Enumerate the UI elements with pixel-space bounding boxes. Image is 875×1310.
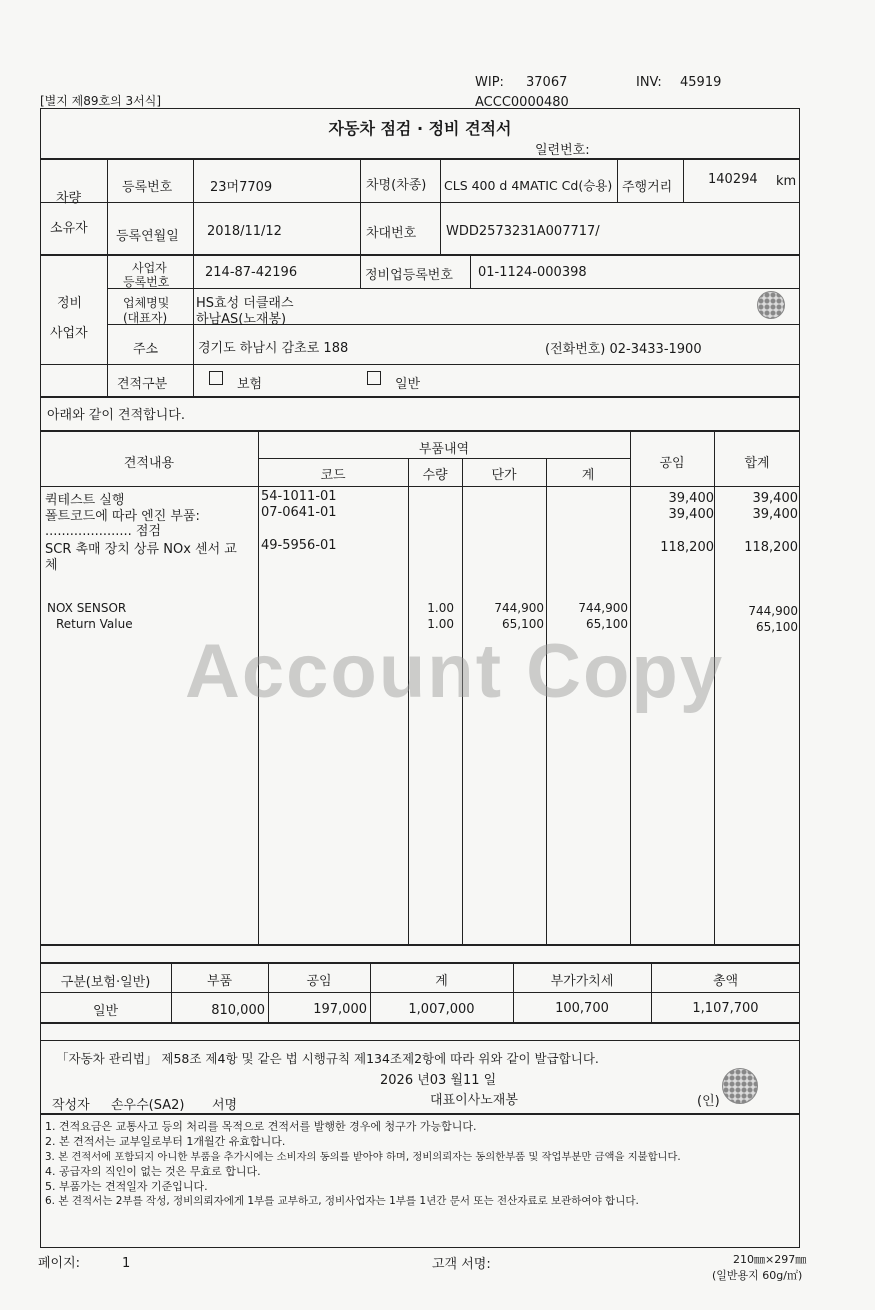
summary-labor: 197,000 bbox=[313, 1002, 367, 1017]
address: 경기도 하남시 감초로 188 bbox=[198, 341, 349, 356]
summary-header-sum: 계 bbox=[435, 974, 448, 989]
car-name: CLS 400 d 4MATIC Cd(승용) bbox=[444, 178, 613, 193]
summary-header-type: 구분(보험·일반) bbox=[60, 975, 151, 990]
table-row-sum: 65,100 bbox=[586, 617, 628, 631]
company-branch: 하남AS(노재봉) bbox=[196, 312, 287, 327]
inv-label: INV: bbox=[636, 75, 662, 90]
table-row-labor: 39,400 bbox=[668, 491, 714, 506]
document-title: 자동차 점검 · 정비 견적서 bbox=[328, 119, 512, 138]
table-row-unit-price: 744,900 bbox=[494, 601, 544, 615]
account-code: ACCC0000480 bbox=[475, 95, 569, 110]
table-row-total: 39,400 bbox=[752, 491, 798, 506]
wip-label: WIP: bbox=[475, 75, 504, 90]
phone: (전화번호) 02-3433-1900 bbox=[545, 342, 702, 357]
table-row-code: 49-5956-01 bbox=[261, 538, 337, 553]
table-row-total: 744,900 bbox=[748, 604, 798, 618]
summary-header-parts: 부품 bbox=[206, 974, 233, 989]
writer: 손우수(SA2) bbox=[111, 1098, 185, 1113]
table-row-qty: 1.00 bbox=[427, 617, 454, 631]
note-5: 5. 부품가는 견적일자 기준입니다. bbox=[45, 1180, 208, 1193]
table-row-content: SCR 촉매 장치 상류 NOx 센서 교 bbox=[45, 542, 237, 557]
summary-parts: 810,000 bbox=[211, 1003, 265, 1018]
address-label: 주소 bbox=[133, 342, 159, 357]
table-row-code: 54-1011-01 bbox=[261, 489, 337, 504]
table-row-unit-price: 65,100 bbox=[502, 617, 544, 631]
summary-header-total: 총액 bbox=[712, 974, 739, 989]
insurance-option: 보험 bbox=[237, 377, 263, 392]
biz-no: 214-87-42196 bbox=[205, 265, 298, 280]
reg-date-label: 등록연월일 bbox=[116, 229, 179, 244]
note-4: 4. 공급자의 직인이 없는 것은 무효로 합니다. bbox=[45, 1165, 261, 1178]
legal-text: 「자동차 관리법」 제58조 제4항 및 같은 법 시행규칙 제134조제2항에 따라 위와 같이 발급합니다. bbox=[56, 1051, 599, 1066]
table-row-content: 체 bbox=[45, 558, 58, 573]
table-row-content: NOX SENSOR bbox=[47, 601, 127, 615]
table-row-sum: 744,900 bbox=[578, 601, 628, 615]
customer-sign-label: 고객 서명: bbox=[432, 1257, 491, 1272]
mileage: 140294 bbox=[708, 172, 758, 187]
header-code: 코드 bbox=[320, 468, 346, 483]
company-label-1: 업체명및 bbox=[123, 296, 170, 310]
biz-no-label-1: 사업자 bbox=[132, 261, 167, 275]
table-row-qty: 1.00 bbox=[427, 601, 454, 615]
table-row-total: 65,100 bbox=[756, 620, 798, 634]
official-seal-icon bbox=[722, 1068, 758, 1104]
intro-text: 아래와 같이 견적합니다. bbox=[47, 408, 185, 423]
owner-section-label-1: 차량 bbox=[56, 191, 82, 206]
wip-value: 37067 bbox=[526, 75, 568, 90]
summary-sum: 1,007,000 bbox=[408, 1002, 475, 1017]
summary-header-vat: 부가가치세 bbox=[550, 974, 614, 989]
shop-section-label-2: 사업자 bbox=[50, 326, 88, 341]
form-number: [별지 제89호의 3서식] bbox=[40, 94, 162, 108]
shop-reg: 01-1124-000398 bbox=[478, 265, 587, 280]
writer-label: 작성자 bbox=[52, 1098, 90, 1113]
vin: WDD2573231A007717/ bbox=[446, 224, 600, 239]
paper-size: 210㎜×297㎜ bbox=[733, 1253, 807, 1266]
estimate-type-label: 견적구분 bbox=[117, 377, 168, 392]
table-row-total: 39,400 bbox=[752, 507, 798, 522]
sign-label: 서명 bbox=[212, 1098, 238, 1113]
table-row-code: 07-0641-01 bbox=[261, 505, 337, 520]
issue-date: 2026 년03 월11 일 bbox=[380, 1073, 497, 1088]
seal-mark: (인) bbox=[697, 1094, 720, 1109]
reg-date: 2018/11/12 bbox=[207, 224, 282, 239]
summary-vat: 100,700 bbox=[555, 1001, 609, 1016]
general-checkbox[interactable] bbox=[367, 371, 381, 385]
summary-total: 1,107,700 bbox=[692, 1001, 759, 1016]
paper-type: (일반용지 60g/㎡) bbox=[712, 1269, 803, 1282]
table-row-labor: 118,200 bbox=[660, 540, 714, 555]
watermark: Account Copy bbox=[185, 629, 725, 714]
table-row-content: Return Value bbox=[56, 617, 133, 631]
note-3: 3. 본 견적서에 포함되지 아니한 부품을 추가시에는 소비자의 동의를 받아야 하며, 정비의뢰자는 동의한부품 및 작업부분만 금액을 지불합니다. bbox=[45, 1151, 681, 1163]
table-row-labor: 39,400 bbox=[668, 507, 714, 522]
owner-section-label-2: 소유자 bbox=[50, 221, 88, 236]
header-parts: 부품내역 bbox=[418, 442, 470, 457]
vin-label: 차대번호 bbox=[366, 226, 417, 241]
reg-no-label: 등록번호 bbox=[122, 180, 173, 195]
table-row-content: 퀵테스트 실행 bbox=[45, 493, 125, 508]
shop-reg-label: 정비업등록번호 bbox=[365, 268, 453, 283]
table-row-content: 폴트코드에 따라 엔진 부품: bbox=[45, 509, 200, 524]
general-option: 일반 bbox=[395, 377, 421, 392]
ceo-name: 대표이사노재봉 bbox=[430, 1093, 518, 1108]
insurance-checkbox[interactable] bbox=[209, 371, 223, 385]
page-number: 1 bbox=[122, 1256, 131, 1271]
note-1: 1. 견적요금은 교통사고 등의 처리를 목적으로 견적서를 발행한 경우에 청구가 가능합니다. bbox=[45, 1120, 477, 1133]
summary-header-labor: 공임 bbox=[306, 974, 332, 989]
header-qty: 수량 bbox=[422, 468, 448, 483]
company-name: HS효성 더클래스 bbox=[196, 296, 294, 311]
company-seal-icon bbox=[757, 291, 785, 319]
shop-section-label-1: 정비 bbox=[57, 296, 83, 311]
summary-type: 일반 bbox=[92, 1004, 119, 1019]
header-sum: 계 bbox=[581, 468, 595, 483]
car-name-label: 차명(차종) bbox=[366, 178, 427, 193]
header-labor: 공임 bbox=[659, 456, 685, 471]
table-row-total: 118,200 bbox=[744, 540, 798, 555]
mileage-label: 주행거리 bbox=[622, 180, 673, 195]
header-unit-price: 단가 bbox=[491, 468, 517, 483]
reg-no: 23머7709 bbox=[210, 180, 273, 195]
serial-label: 일련번호: bbox=[535, 143, 590, 158]
inv-value: 45919 bbox=[680, 75, 722, 90]
page-label: 페이지: bbox=[38, 1256, 81, 1271]
table-row-content: ..................... 점검 bbox=[45, 524, 162, 539]
header-content: 견적내용 bbox=[123, 456, 175, 471]
note-2: 2. 본 견적서는 교부일로부터 1개월간 유효합니다. bbox=[45, 1135, 286, 1148]
mileage-unit: km bbox=[776, 174, 797, 189]
header-total: 합계 bbox=[744, 456, 770, 471]
biz-no-label-2: 등록번호 bbox=[123, 275, 170, 289]
note-6: 6. 본 견적서는 2부를 작성, 정비의뢰자에게 1부를 교부하고, 정비사업자는 1부를 1년간 문서 또는 전산자료로 보관하여야 합니다. bbox=[45, 1195, 639, 1207]
company-label-2: (대표자) bbox=[123, 311, 168, 325]
